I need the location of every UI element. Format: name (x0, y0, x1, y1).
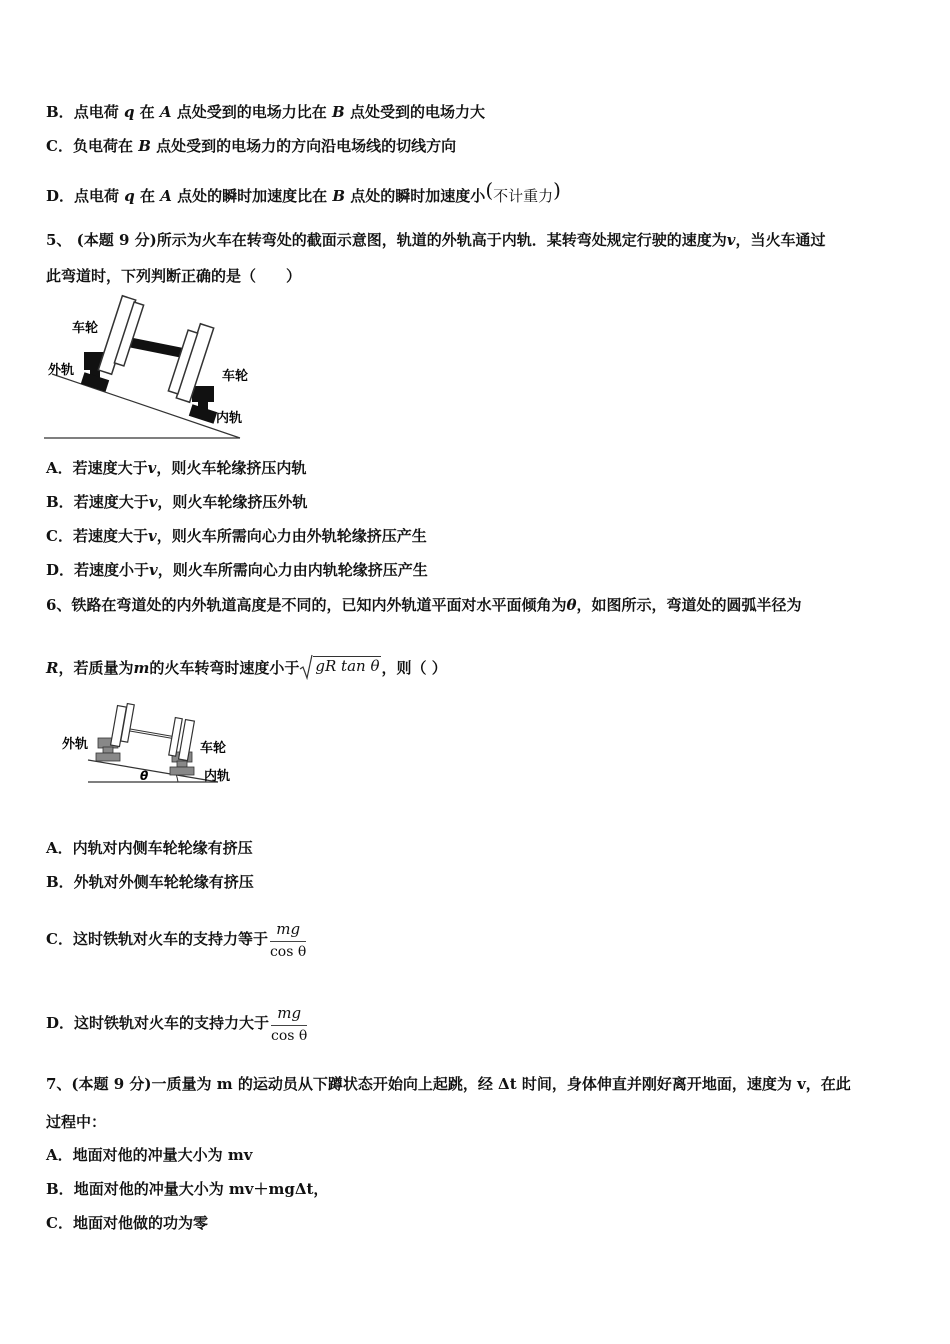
q7-stem-line1: 7、(本题 9 分)一质量为 m 的运动员从下蹲状态开始向上起跳，经 Δt 时间，身体伸直并刚好离开地面，速度为 v，在此 (46, 1075, 851, 1093)
label-wheel-top: 车轮 (72, 321, 99, 336)
axle-inner (130, 730, 176, 738)
sqrt-expression: gR tan θ (299, 656, 381, 676)
q6-stem-line1: 6、铁路在弯道处的内外轨道高度是不同的，已知内外轨道平面对水平面倾角为θ，如图所示，弯道处的圆弧半径为 (46, 596, 802, 614)
inner-rail-block (177, 761, 187, 767)
label-inner-rail: 内轨 (204, 769, 231, 784)
q5-option-c: C．若速度大于v，则火车所需向心力由外轨轮缘挤压产生 (46, 527, 427, 545)
fraction-mg-cos: $\frac{mg}{\text{cos θ}}$ (271, 1004, 308, 1044)
label-outer-rail: 外轨 (62, 737, 89, 752)
q5-option-a: A．若速度大于v，则火车轮缘挤压内轨 (46, 459, 307, 477)
q4-option-b: B．点电荷 q 在 A 点处受到的电场力比在 B 点处受到的电场力大 (46, 103, 485, 121)
q4-option-d: D．点电荷 q 在 A 点处的瞬时加速度比在 B 点处的瞬时加速度小(不计重力) (46, 178, 561, 205)
q4-option-c: C．负电荷在 B 点处受到的电场力的方向沿电场线的切线方向 (46, 137, 457, 155)
q7-option-b: B．地面对他的冲量大小为 mv＋mgΔt， (46, 1180, 329, 1198)
q6-stem-line2: R，若质量为m的火车转弯时速度小于 gR tan θ ，则（ ） (46, 657, 447, 677)
label-outer-rail: 外轨 (48, 363, 75, 378)
q6-option-c: C．这时铁轨对火车的支持力等于 $\frac{mg}{\text{cos θ}}$ (46, 920, 307, 960)
q5-stem-line1: 5、 (本题 9 分)所示为火车在转弯处的截面示意图，轨道的外轨高于内轨．某转弯处规定行驶的速度为v，当火车通过 (46, 231, 826, 249)
inner-rail-block (170, 767, 194, 775)
q5-figure (44, 294, 254, 444)
label-wheel-right: 车轮 (222, 369, 249, 384)
q6-option-a: A．内轨对内侧车轮轮缘有挤压 (46, 839, 253, 857)
q7-option-a: A．地面对他的冲量大小为 mv (46, 1146, 253, 1164)
inner-rail-block (192, 386, 214, 402)
outer-rail-block (96, 753, 120, 761)
q5-stem-line2: 此弯道时，下列判断正确的是（ ） (46, 267, 302, 285)
q7-stem-line2: 过程中： (46, 1113, 107, 1131)
label-inner-rail: 内轨 (216, 411, 243, 426)
outer-rail-block (103, 747, 113, 753)
q6-option-b: B．外轨对外侧车轮轮缘有挤压 (46, 873, 254, 891)
q6-option-d: D．这时铁轨对火车的支持力大于 $\frac{mg}{\text{cos θ}}$ (46, 1004, 308, 1044)
label-wheel: 车轮 (200, 741, 227, 756)
q7-option-c: C．地面对他做的功为零 (46, 1214, 208, 1232)
q6-figure (58, 700, 258, 800)
slope-line (88, 760, 218, 782)
q5-option-b: B．若速度大于v，则火车轮缘挤压外轨 (46, 493, 308, 511)
q5-option-d: D．若速度小于v，则火车所需向心力由内轨轮缘挤压产生 (46, 561, 428, 579)
fraction-mg-cos: $\frac{mg}{\text{cos θ}}$ (269, 920, 307, 960)
label-angle: θ (140, 769, 149, 783)
